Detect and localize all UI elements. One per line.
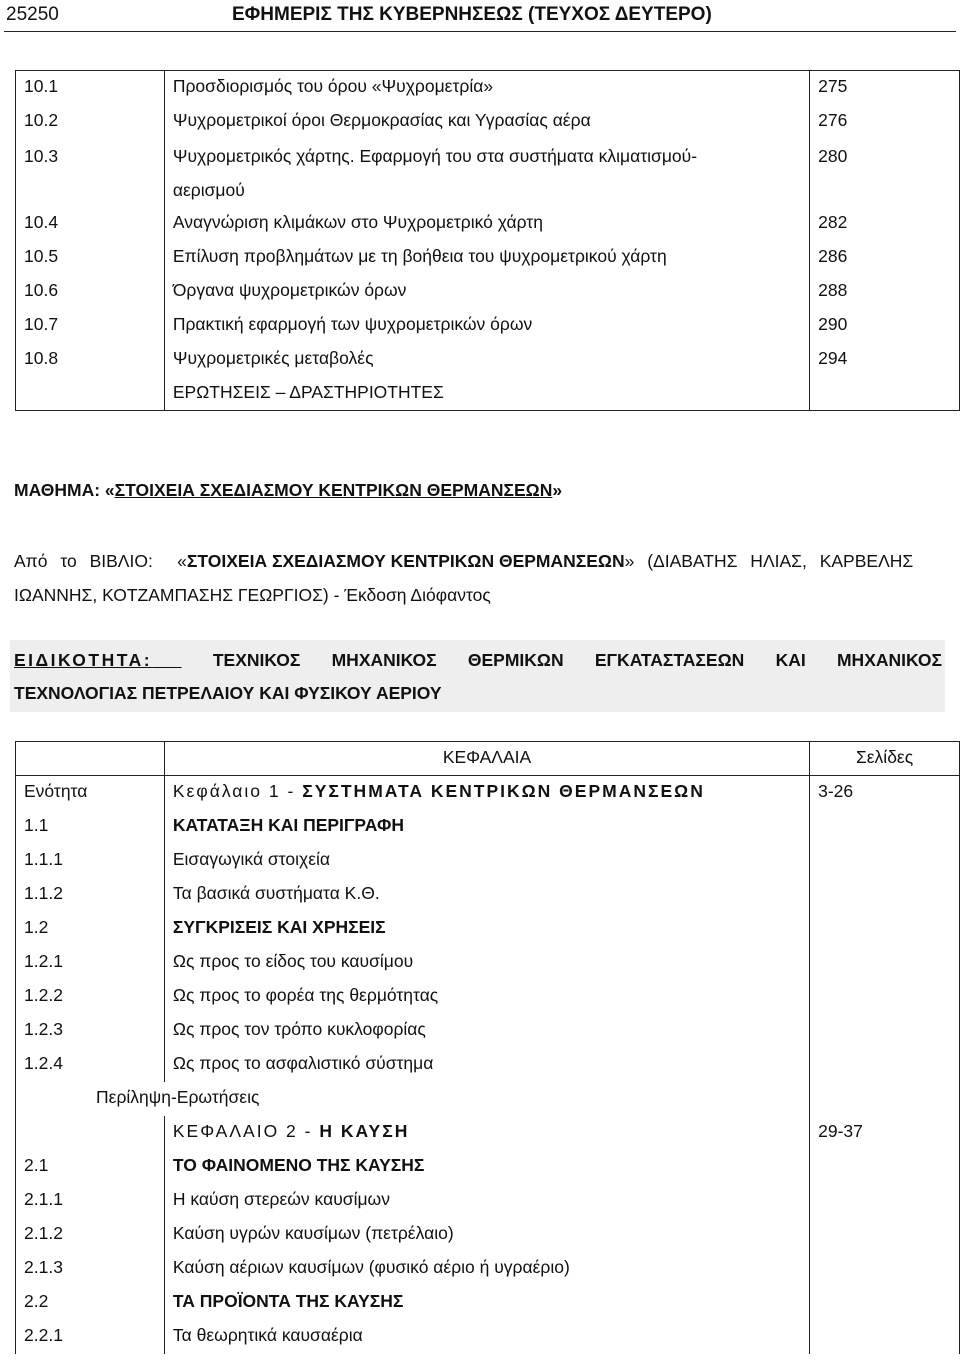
toc-page: 288 bbox=[810, 275, 960, 309]
toc-row bbox=[16, 343, 960, 377]
toc-code: 1.1 bbox=[16, 810, 165, 844]
toc-row bbox=[16, 207, 960, 241]
book-reference: Από το ΒΙΒΛΙΟ: «ΣΤΟΙΧΕΙΑ ΣΧΕΔΙΑΣΜΟΥ ΚΕΝΤΡΙΚΩΝ ΘΕΡΜΑΝΣΕΩΝ» (ΔΙΑΒΑΤΗΣ ΗΛΙΑΣ, ΚΑΡΒΕΛΗΣ ΙΩΑΝΝΗΣ, ΚΟΤΖΑΜΠΑΣΗΣ ΓΕΩΡΓΙΟΣ) - Έκδοση Διόφαντος bbox=[14, 551, 914, 605]
toc-row bbox=[16, 1286, 960, 1320]
toc-row bbox=[16, 1082, 960, 1116]
toc-title: Ως προς το είδος του καυσίμου bbox=[164, 946, 809, 980]
toc-row bbox=[16, 844, 960, 878]
specialty-word: ΕΓΚΑΤΑΣΤΑΣΕΩΝ bbox=[594, 650, 745, 670]
toc-table-chapters bbox=[15, 741, 960, 1354]
toc-page: 294 bbox=[810, 343, 960, 377]
toc-code: 10.4 bbox=[16, 207, 165, 241]
toc-row bbox=[16, 309, 960, 343]
toc-code: 1.1.1 bbox=[16, 844, 165, 878]
toc-table-chapter-10 bbox=[15, 70, 960, 411]
toc-row bbox=[16, 810, 960, 844]
lesson-title: ΜΑΘΗΜΑ: «ΣΤΟΙΧΕΙΑ ΣΧΕΔΙΑΣΜΟΥ ΚΕΝΤΡΙΚΩΝ ΘΕΡΜΑΝΣΕΩΝ» bbox=[14, 480, 563, 500]
toc-title: Καύση υγρών καυσίμων (πετρέλαιο) bbox=[164, 1218, 809, 1252]
toc-page: 275 bbox=[810, 71, 960, 105]
toc-title: Ψυχρομετρικές μεταβολές bbox=[164, 343, 809, 377]
toc-title: Ψυχρομετρικός χάρτης. Εφαρμογή του στα συστήματα κλιματισμού- αερισμού bbox=[164, 139, 809, 207]
specialty-word: ΘΕΡΜΙΚΩΝ bbox=[467, 650, 564, 670]
specialty-word: ΚΑΙ bbox=[775, 650, 806, 670]
toc-title: Καύση αέριων καυσίμων (φυσικό αέριο ή υγραέριο) bbox=[164, 1252, 809, 1286]
toc-row bbox=[16, 377, 960, 411]
toc-code: 10.7 bbox=[16, 309, 165, 343]
toc-title: ΕΡΩΤΗΣΕΙΣ – ΔΡΑΣΤΗΡΙΟΤΗΤΕΣ bbox=[164, 377, 809, 411]
toc-code: 1.2.1 bbox=[16, 946, 165, 980]
toc-row bbox=[16, 946, 960, 980]
toc-row bbox=[16, 1218, 960, 1252]
toc-code: 10.5 bbox=[16, 241, 165, 275]
specialty-box bbox=[10, 640, 945, 712]
chapter-2-pages: 29-37 bbox=[810, 1116, 960, 1150]
toc-page: 286 bbox=[810, 241, 960, 275]
summary-questions: Περίληψη-Ερωτήσεις bbox=[16, 1082, 810, 1116]
toc-title: Ως προς τον τρόπο κυκλοφορίας bbox=[164, 1014, 809, 1048]
toc-title: Τα θεωρητικά καυσαέρια bbox=[164, 1320, 809, 1354]
toc-code: 2.1.1 bbox=[16, 1184, 165, 1218]
toc-code: 1.2.4 bbox=[16, 1048, 165, 1082]
toc-page: 290 bbox=[810, 309, 960, 343]
toc-code: 2.2.1 bbox=[16, 1320, 165, 1354]
toc-code: 2.2 bbox=[16, 1286, 165, 1320]
toc-code: 1.2.2 bbox=[16, 980, 165, 1014]
toc-code: 2.1.2 bbox=[16, 1218, 165, 1252]
header-rule bbox=[4, 31, 956, 32]
chapter-1-pages: 3-26 bbox=[810, 776, 960, 810]
toc-row bbox=[16, 1048, 960, 1082]
toc-row bbox=[16, 139, 960, 207]
book-label: Από το ΒΙΒΛΙΟ: bbox=[14, 551, 153, 571]
page-number: 25250 bbox=[6, 4, 59, 25]
toc-row bbox=[16, 241, 960, 275]
toc-code: 10.3 bbox=[16, 139, 165, 207]
toc-title: Η καύση στερεών καυσίμων bbox=[164, 1184, 809, 1218]
toc-row bbox=[16, 71, 960, 105]
toc-page bbox=[810, 377, 960, 411]
toc-title: Ψυχρομετρικοί όροι Θερμοκρασίας και Υγρασίας αέρα bbox=[164, 105, 809, 139]
toc-code: 1.1.2 bbox=[16, 878, 165, 912]
toc-title: ΤΑ ΠΡΟΪΟΝΤΑ ΤΗΣ ΚΑΥΣΗΣ bbox=[164, 1286, 809, 1320]
toc-title: ΤΟ ΦΑΙΝΟΜΕΝΟ ΤΗΣ ΚΑΥΣΗΣ bbox=[164, 1150, 809, 1184]
specialty-word: ΜΗΧΑΝΙΚΟΣ bbox=[331, 650, 437, 670]
toc-code: 2.1.3 bbox=[16, 1252, 165, 1286]
chapters-header: ΚΕΦΑΛΑΙΑ bbox=[164, 742, 809, 776]
toc-code: 10.1 bbox=[16, 71, 165, 105]
toc-code: 10.2 bbox=[16, 105, 165, 139]
toc-code: 1.2.3 bbox=[16, 1014, 165, 1048]
toc-code: 2.1 bbox=[16, 1150, 165, 1184]
lesson-name: ΣΤΟΙΧΕΙΑ ΣΧΕΔΙΑΣΜΟΥ ΚΕΝΤΡΙΚΩΝ ΘΕΡΜΑΝΣΕΩΝ bbox=[114, 480, 553, 500]
toc-title: Ως προς το φορέα της θερμότητας bbox=[164, 980, 809, 1014]
specialty-line2: ΤΕΧΝΟΛΟΓΙΑΣ ΠΕΤΡΕΛΑΙΟΥ ΚΑΙ ΦΥΣΙΚΟΥ ΑΕΡΙΟΥ bbox=[14, 683, 442, 703]
toc-code: 10.6 bbox=[16, 275, 165, 309]
specialty-label: ΕΙΔΙΚΟΤΗΤΑ: bbox=[14, 650, 153, 670]
toc-page: 280 bbox=[810, 139, 960, 207]
toc-row bbox=[16, 275, 960, 309]
toc-title: ΣΥΓΚΡΙΣΕΙΣ ΚΑΙ ΧΡΗΣΕΙΣ bbox=[164, 912, 809, 946]
book-authors: » (ΔΙΑΒΑΤΗΣ ΗΛΙΑΣ, ΚΑΡΒΕΛΗΣ bbox=[624, 551, 914, 571]
toc-row bbox=[16, 1320, 960, 1354]
toc-title: ΚΑΤΑΤΑΞΗ ΚΑΙ ΠΕΡΙΓΡΑΦΗ bbox=[164, 810, 809, 844]
page-header bbox=[0, 0, 960, 34]
toc-title: Επίλυση προβλημάτων με τη βοήθεια του ψυχρομετρικού χάρτη bbox=[164, 241, 809, 275]
toc-row bbox=[16, 776, 960, 810]
toc-code bbox=[16, 377, 165, 411]
toc-row bbox=[16, 878, 960, 912]
toc-row bbox=[16, 1150, 960, 1184]
toc-code: 10.8 bbox=[16, 343, 165, 377]
toc-row bbox=[16, 1116, 960, 1150]
toc-title: Τα βασικά συστήματα Κ.Θ. bbox=[164, 878, 809, 912]
gazette-title: ΕΦΗΜΕΡΙΣ ΤΗΣ ΚΥΒΕΡΝΗΣΕΩΣ (ΤΕΥΧΟΣ ΔΕΥΤΕΡΟ) bbox=[232, 4, 712, 25]
toc-code: 1.2 bbox=[16, 912, 165, 946]
toc-title: Αναγνώριση κλιμάκων στο Ψυχρομετρικό χάρτη bbox=[164, 207, 809, 241]
toc-title: Όργανα ψυχρομετρικών όρων bbox=[164, 275, 809, 309]
toc-row bbox=[16, 105, 960, 139]
toc-row bbox=[16, 1014, 960, 1048]
toc-row bbox=[16, 912, 960, 946]
toc-row bbox=[16, 1184, 960, 1218]
toc-row bbox=[16, 980, 960, 1014]
unit-label: Ενότητα bbox=[16, 776, 165, 810]
toc-page: 282 bbox=[810, 207, 960, 241]
pages-header: Σελίδες bbox=[810, 742, 960, 776]
toc-row bbox=[16, 742, 960, 776]
book-authors-cont: ΙΩΑΝΝΗΣ, ΚΟΤΖΑΜΠΑΣΗΣ ΓΕΩΡΓΙΟΣ) - Έκδοση Διόφαντος bbox=[14, 585, 491, 605]
toc-row bbox=[16, 1252, 960, 1286]
chapter-2-title: ΚΕΦΑΛΑΙΟ 2 - Η ΚΑΥΣΗ bbox=[164, 1116, 809, 1150]
book-title: ΣΤΟΙΧΕΙΑ ΣΧΕΔΙΑΣΜΟΥ ΚΕΝΤΡΙΚΩΝ ΘΕΡΜΑΝΣΕΩΝ bbox=[186, 551, 625, 571]
toc-page: 276 bbox=[810, 105, 960, 139]
specialty-word: ΤΕΧΝΙΚΟΣ bbox=[212, 650, 301, 670]
toc-title: Πρακτική εφαρμογή των ψυχρομετρικών όρων bbox=[164, 309, 809, 343]
toc-title: Εισαγωγικά στοιχεία bbox=[164, 844, 809, 878]
toc-title: Ως προς το ασφαλιστικό σύστημα bbox=[164, 1048, 809, 1082]
specialty-word: ΜΗΧΑΝΙΚΟΣ bbox=[836, 650, 942, 670]
toc-title: Προσδιορισμός του όρου «Ψυχρομετρία» bbox=[164, 71, 809, 105]
chapter-1-title: Κεφάλαιο 1 - ΣΥΣΤΗΜΑΤΑ ΚΕΝΤΡΙΚΩΝ ΘΕΡΜΑΝΣΕΩΝ bbox=[164, 776, 809, 810]
